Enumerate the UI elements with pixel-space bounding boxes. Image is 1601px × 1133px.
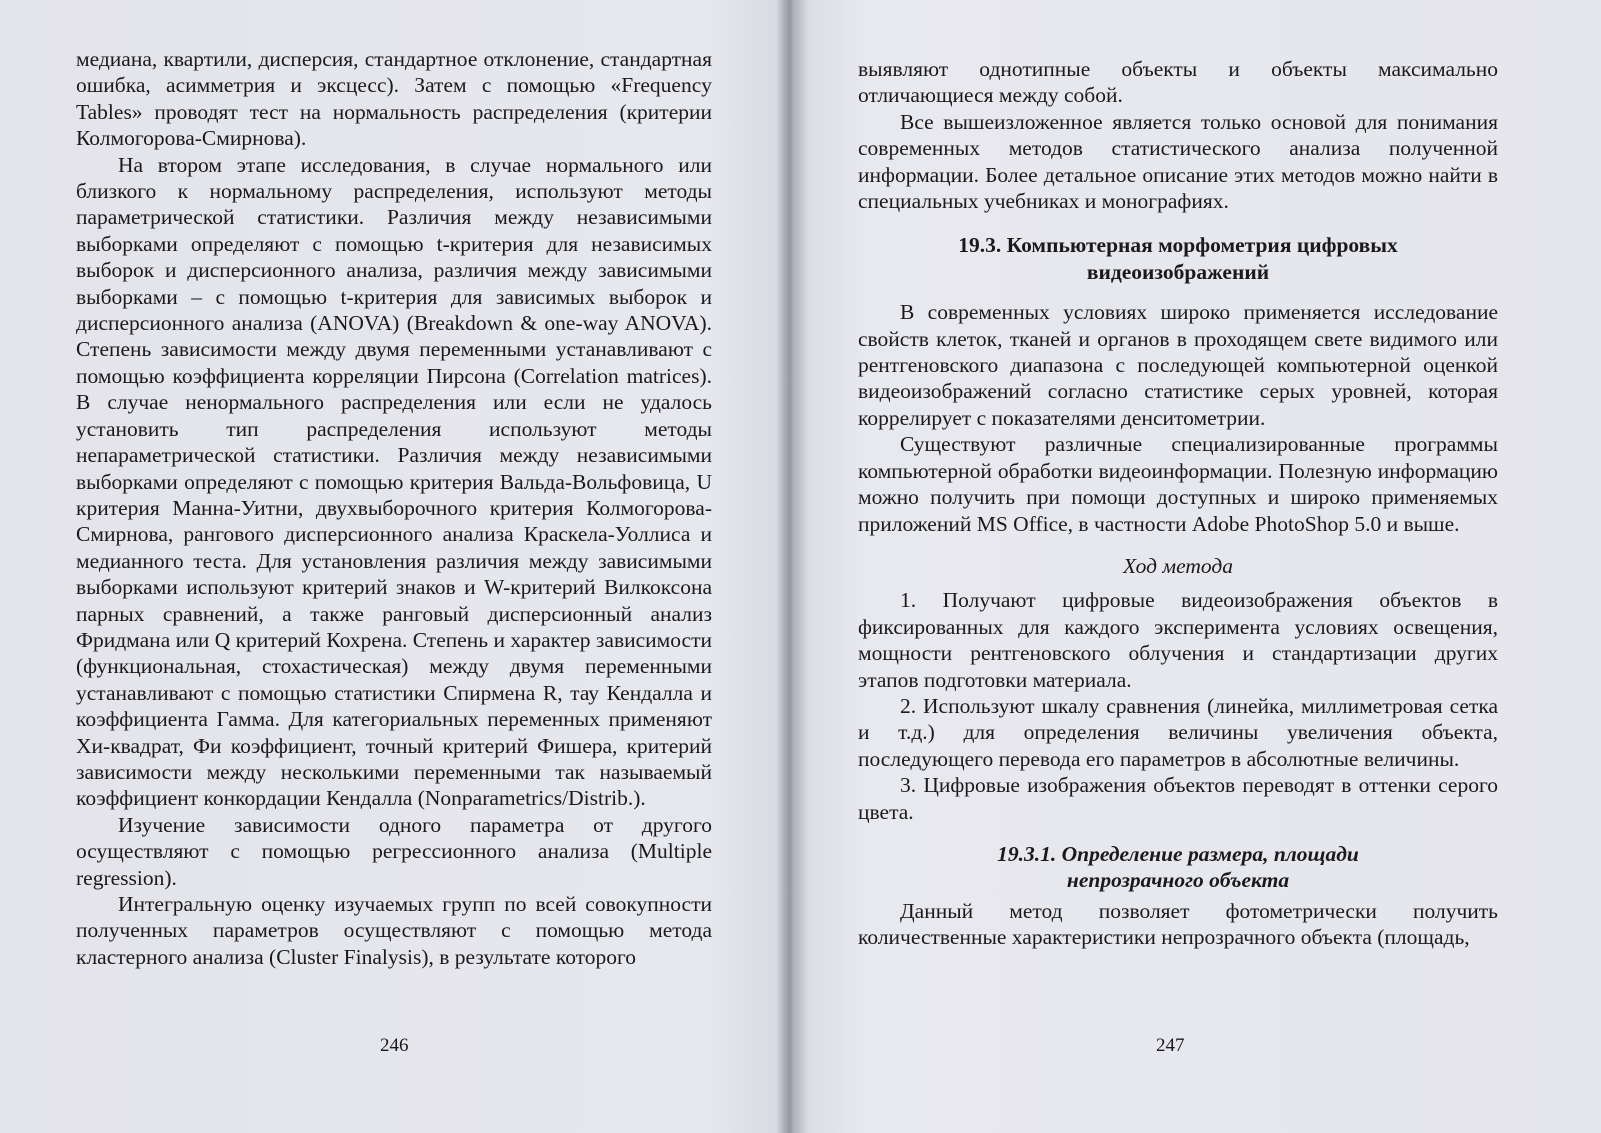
left-page (0, 0, 790, 1133)
page-number: 246 (380, 1035, 409, 1056)
subsection-title: 19.3.1. Определение размера, площади непрозрачного объекта (997, 841, 1359, 893)
right-page (800, 0, 1601, 1133)
method-heading: Ход метода (1122, 553, 1234, 578)
method-step: 2. Используют шкалу сравнения (линейка, миллиметровая сетка и т.д.) для определения величины увеличения объекта, последующего перевода его параметров в абсолютные величины. (858, 693, 1498, 771)
paragraph: выявляют однотипные объекты и объекты максимально отличающиеся между собой. (858, 57, 1498, 108)
method-step: 1. Получают цифровые видеоизображения объектов в фиксированных для каждого эксперимента условиях освещения, мощности рентгеновского облучения и стандартизации других этапов подготовки материала. (858, 588, 1498, 692)
right-page-text (858, 56, 1498, 951)
paragraph: Изучение зависимости одного параметра от другого осуществляют с помощью регрессионного анализа (Multiple regression). (76, 812, 712, 890)
section-title: 19.3. Компьютерная морфометрия цифровых видеоизображений (958, 233, 1398, 284)
paragraph: медиана, квартили, дисперсия, стандартное отклонение, стандартная ошибка, асимметрия и эксцесс). Затем с помощью «Frequency Tables» проводят тест на нормальность распределения (критерии Колмогорова-Смирнова). (76, 47, 712, 151)
paragraph: Существуют различные специализированные программы компьютерной обработки видеоинформации. Полезную информацию можно получить при помощи доступных и широко применяемых приложений MS Office, в частности Adobe PhotoShop 5.0 и выше. (858, 432, 1498, 536)
paragraph: Все вышеизложенное является только основой для понимания современных методов статистического анализа полученной информации. Более детальное описание этих методов можно найти в специальных учебниках и монографиях. (858, 109, 1498, 214)
paragraph: Данный метод позволяет фотометрически получить количественные характеристики непрозрачного объекта (площадь, (858, 898, 1498, 950)
paragraph: Интегральную оценку изучаемых групп по всей совокупности полученных параметров осуществляют с помощью метода кластерного анализа (Cluster Finalysis), в результате которого (76, 892, 712, 969)
method-step: 3. Цифровые изображения объектов переводят в оттенки серого цвета. (858, 773, 1498, 824)
page-number: 247 (1156, 1035, 1185, 1056)
paragraph: На втором этапе исследования, в случае нормального или близкого к нормальному распределения, используют методы параметрической статистики. Различия между независимыми выборками определяют с помощью t-критерия для независимых выборок и дисперсионного анализа, различия между зависимыми выборками – с помощью t-критерия для зависимых выборок и дисперсионного анализа (ANOVA) (Breakdown & one-way ANOVA). Степень зависимости между двумя переменными устанавливают с помощью коэффициента корреляции Пирсона (Correlation matrices). В случае ненормального распределения или если не удалось установить тип распределения используют методы непараметрической статистики. Различия между независимыми выборками определяют с помощью критерия Вальда-Вольфовица, U критерия Манна-Уитни, двухвыборочного критерия Колмогорова-Смирнова, рангового дисперсионного анализа Краскела-Уоллиса и медианного теста. Для установления различия между зависимыми выборками используют критерий знаков и W-критерий Вилкоксона парных сравнений, а также ранговый дисперсионный анализ Фридмана или Q критерий Кохрена. Степень и характер зависимости (функциональная, стохастическая) между двумя переменными устанавливают с помощью статистики Спирмена R, тау Кендалла и коэффициента Гамма. Для категориальных переменных применяют Хи-квадрат, Фи коэффициент, точный критерий Фишера, критерий зависимости между несколькими переменными так называемый коэффициент конкордации Кендалла (Nonparametrics/Distrib.). (76, 152, 712, 811)
left-page-text (76, 46, 712, 970)
paragraph: В современных условиях широко применяется исследование свойств клеток, тканей и органов в проходящем свете видимого или рентгеновского диапазона с последующей компьютерной оценкой видеоизображений согласно статистике серых уровней, которая коррелирует с показателями денситометрии. (858, 300, 1498, 430)
